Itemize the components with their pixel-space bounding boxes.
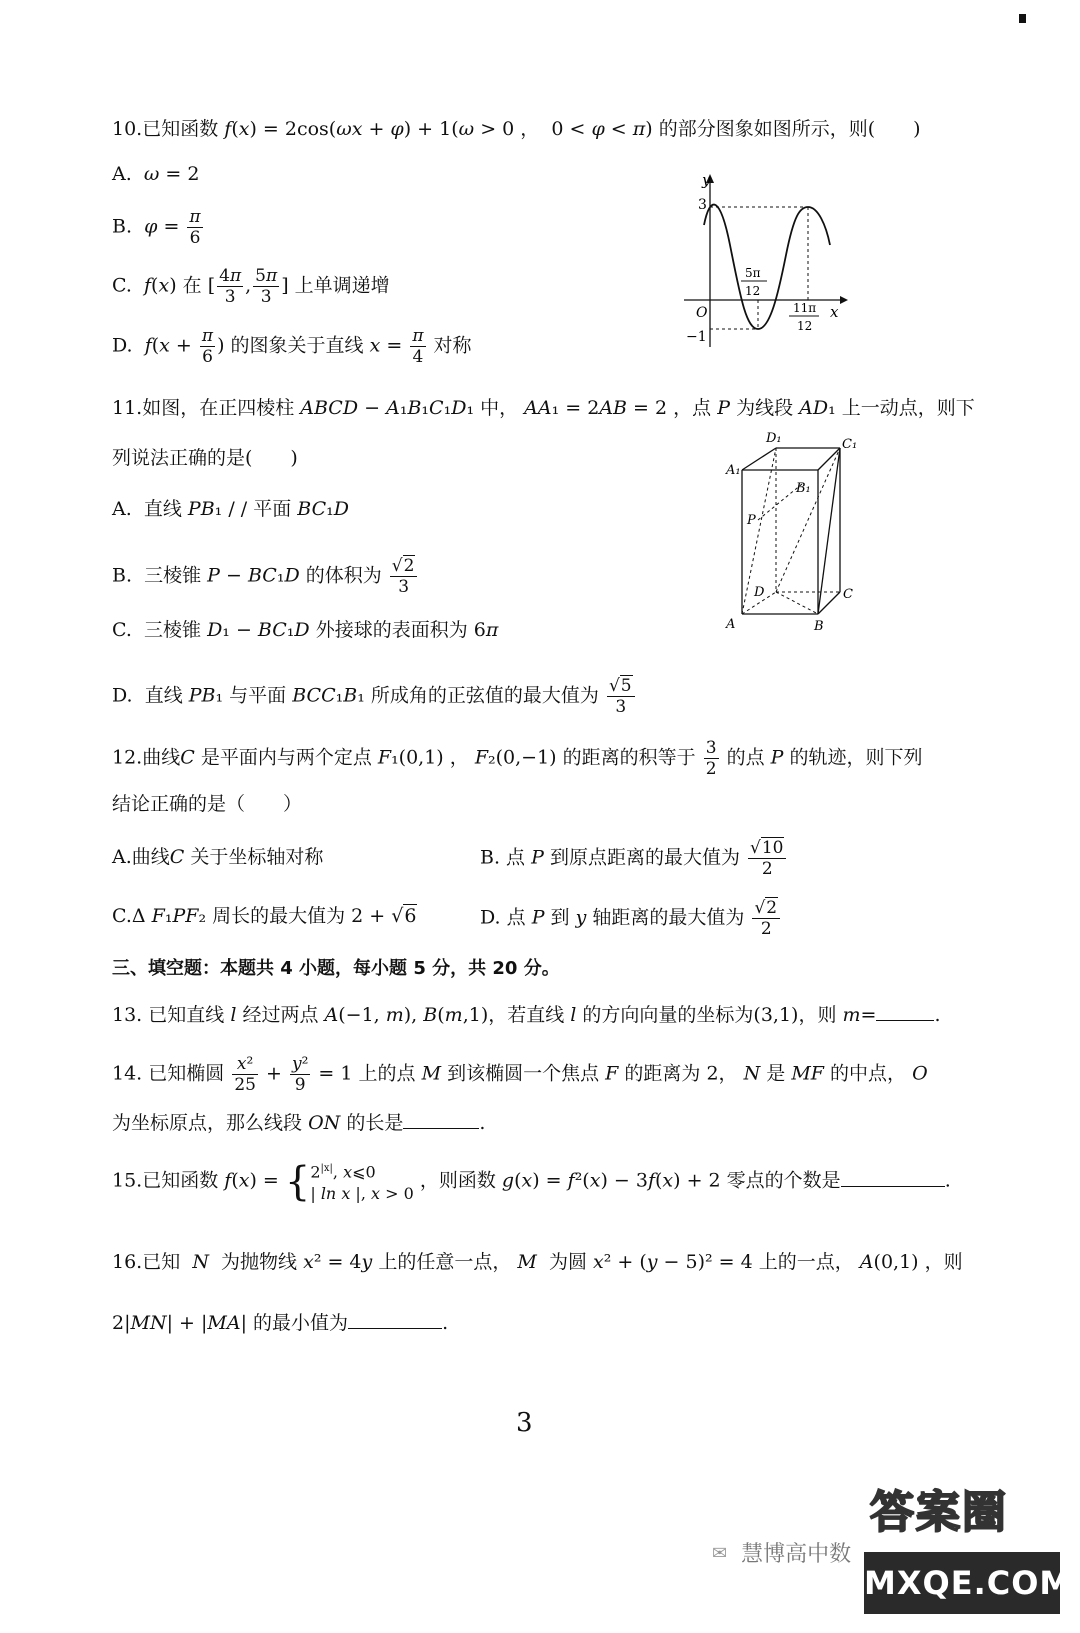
x-axis-arrow [840,296,848,304]
y-axis-label: y [702,171,711,189]
y-min-label: −1 [686,329,707,345]
label-d: D [754,585,765,600]
q11-option-d: D. 直线 PB₁ 与平面 BCC₁B₁ 所成角的正弦值的最大值为 $\frac{√5}{3}$ [112,676,637,717]
y-max-label: 3 [698,197,707,213]
x-axis-label: x [830,303,839,321]
q12-option-d: D. 点 P 到 y 轴距离的最大值为 $\frac{√2}{2}$ [480,898,782,939]
label-b1: B₁ [796,481,811,496]
page-number: 3 [516,1408,533,1438]
origin-label: O [696,305,708,321]
q16-line1: 16.已知 N 为抛物线 x² = 4y 上的任意一点， M 为圆 x² + (y − 5)² = 4 上的一点， A(0,1) ，则 [112,1251,963,1273]
q11-stem-line1: 11.如图，在正四棱柱 ABCD − A₁B₁C₁D₁ 中， AA₁ = 2AB = 2 ，点 P 为线段 AD₁ 上一动点，则下 [112,397,975,419]
section-fill-in-heading: 三、填空题：本题共 4 小题，每小题 5 分，共 20 分。 [112,958,560,979]
q16-answer-blank[interactable] [348,1308,442,1329]
q16-line2: 2|MN| + |MA| 的最小值为 . [112,1308,448,1337]
svg-text:12: 12 [745,284,761,298]
label-c: C [843,587,853,602]
label-a: A [726,617,736,632]
q10-stem: 10.已知函数 f(x) = 2cos(ωx + φ) + 1(ω > 0 ， 0 < φ < π) 的部分图象如图所示，则( ) [112,118,921,140]
q13-answer-blank[interactable] [876,1000,934,1021]
q10-option-b: B. φ = $\frac{\pi}{6}$ [112,207,201,248]
q14-answer-blank[interactable] [403,1108,479,1129]
x-mark1-label [741,266,767,298]
q11-option-a: A. 直线 PB₁ / / 平面 BC₁D [112,498,349,520]
wechat-icon: ✉ [712,1542,728,1564]
q12-option-c: C.Δ F₁PF₂ 周长的最大值为 2 + √6 [112,905,417,927]
label-d1: D₁ [766,431,782,446]
label-b: B [814,619,824,634]
q15-answer-blank[interactable] [841,1166,945,1187]
svg-text:12: 12 [797,319,813,333]
q12-option-a: A.曲线C 关于坐标轴对称 [112,846,324,868]
wechat-watermark: ✉ 慧博高中数 [712,1542,852,1567]
x-mark2-label [789,301,819,333]
svg-text:5π: 5π [745,266,761,280]
q11-prism-figure [722,428,872,638]
q11-option-c: C. 三棱锥 D₁ − BC₁D 外接球的表面积为 6π [112,619,499,641]
svg-text:11π: 11π [793,301,817,315]
q11-option-b: B. 三棱锥 P − BC₁D 的体积为 $\frac{√2}{3}$ [112,556,419,597]
label-p: P [747,513,756,528]
label-c1: C₁ [842,437,858,452]
q12-option-b: B. 点 P 到原点距离的最大值为 $\frac{√10}{2}$ [480,838,788,879]
q15: 15.已知函数 $f(x) = \{2^{|x|}$, x⩽0 | ln x |, x > 0 ，则函数 g(x) = f²(x) − 3f(x) + 2 零点的个数是 . [112,1158,951,1205]
q12-stem-line1: 12.曲线C 是平面内与两个定点 F₁(0,1) ， F₂(0,−1) 的距离的积等于 $\frac{3}{2}$ 的点 P 的轨迹，则下列 [112,738,923,779]
q11-stem-line2: 列说法正确的是( ) [112,447,298,469]
q10-option-c: C. f(x) 在 [ $\frac{4\pi}{3}$ , $\frac{5\pi}{3}$ ] 上单调递增 [112,266,390,307]
q10-function-graph [680,165,860,350]
corner-mark [1019,14,1026,23]
site-logo: 答案圈 MXQE.COM [862,1472,1062,1622]
q12-stem-line2: 结论正确的是（ ） [112,793,303,815]
q14-line1: 14. 已知椭圆 $\frac{\text{x²}}{25}$ + $\frac{\text{y²}}{9}$ = 1 上的点 M 到该椭圆一个焦点 F 的距离为 2， N 是 MF 的中点， O [112,1054,928,1095]
label-a1: A₁ [726,463,741,478]
q10-option-a: A. ω = 2 [112,163,200,185]
q10-option-d: D. f(x + $\frac{\pi}{6}$ ) 的图象关于直线 x = $\frac{\pi}{4}$ 对称 [112,326,472,367]
q13: 13. 已知直线 l 经过两点 A(−1, m), B(m,1)，若直线 l 的方向向量的坐标为(3,1)，则 m= . [112,1000,941,1029]
q14-line2: 为坐标原点，那么线段 ON 的长是 . [112,1108,485,1137]
